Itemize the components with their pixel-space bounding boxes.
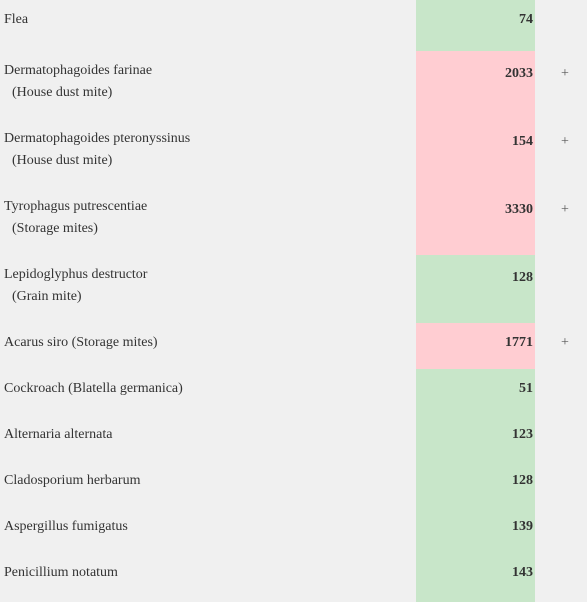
table-row xyxy=(0,369,587,415)
result-value-cell xyxy=(416,461,535,507)
result-value: 123 xyxy=(512,427,533,442)
table-row xyxy=(0,51,587,119)
positive-mark: + xyxy=(561,202,569,217)
allergen-name-text: Dermatophagoides farinae xyxy=(4,63,153,78)
result-value-cell xyxy=(416,187,535,255)
result-value-cell xyxy=(416,255,535,323)
allergen-name xyxy=(4,516,128,538)
result-value: 128 xyxy=(512,473,533,488)
allergen-name-text: Lepidoglyphus destructor xyxy=(4,267,148,282)
allergen-name xyxy=(4,424,112,446)
allergen-name-text: Cockroach (Blatella germanica) xyxy=(4,381,183,396)
table-row xyxy=(0,0,587,51)
table-row xyxy=(0,255,587,323)
table-row xyxy=(0,415,587,461)
allergen-name-text: Cladosporium herbarum xyxy=(4,473,141,488)
allergen-name-text: Penicillium notatum xyxy=(4,565,118,580)
positive-mark: + xyxy=(561,335,569,350)
result-value-cell xyxy=(416,553,535,602)
result-value-cell xyxy=(416,415,535,461)
result-value-cell xyxy=(416,119,535,187)
allergen-name xyxy=(4,264,147,308)
result-value: 154 xyxy=(512,134,533,149)
result-value: 51 xyxy=(519,381,533,396)
result-value: 2033 xyxy=(505,66,533,81)
allergen-common-name: (Storage mites) xyxy=(12,221,98,236)
allergen-name-text: Flea xyxy=(4,12,29,27)
allergen-name xyxy=(4,562,118,584)
allergen-name-text: Dermatophagoides pteronyssinus xyxy=(4,131,191,146)
table-row xyxy=(0,507,587,553)
allergen-name xyxy=(4,332,158,354)
table-row xyxy=(0,553,587,602)
table-row xyxy=(0,323,587,369)
result-value: 3330 xyxy=(505,202,533,217)
allergen-name xyxy=(4,196,147,240)
allergen-common-name: (Grain mite) xyxy=(12,289,82,304)
result-value: 143 xyxy=(512,565,533,580)
allergen-name xyxy=(4,60,152,104)
allergen-common-name: (House dust mite) xyxy=(12,153,113,168)
allergen-name-text: Acarus siro (Storage mites) xyxy=(4,335,158,350)
positive-mark: + xyxy=(561,66,569,81)
result-value: 74 xyxy=(519,12,533,27)
result-value-cell xyxy=(416,51,535,119)
result-value-cell xyxy=(416,323,535,369)
result-value-cell xyxy=(416,507,535,553)
result-value-cell xyxy=(416,369,535,415)
allergen-name xyxy=(4,470,140,492)
allergen-name xyxy=(4,128,190,172)
allergen-name-text: Alternaria alternata xyxy=(4,427,113,442)
table-row xyxy=(0,187,587,255)
allergen-name xyxy=(4,378,183,400)
table-row xyxy=(0,119,587,187)
allergen-name-text: Tyrophagus putrescentiae xyxy=(4,199,148,214)
result-value: 1771 xyxy=(505,335,533,350)
allergen-common-name: (House dust mite) xyxy=(12,85,113,100)
table-row xyxy=(0,461,587,507)
allergen-name-text: Aspergillus fumigatus xyxy=(4,519,128,534)
result-value-cell xyxy=(416,0,535,51)
allergen-name xyxy=(4,9,28,31)
result-value: 128 xyxy=(512,270,533,285)
result-value: 139 xyxy=(512,519,533,534)
positive-mark: + xyxy=(561,134,569,149)
